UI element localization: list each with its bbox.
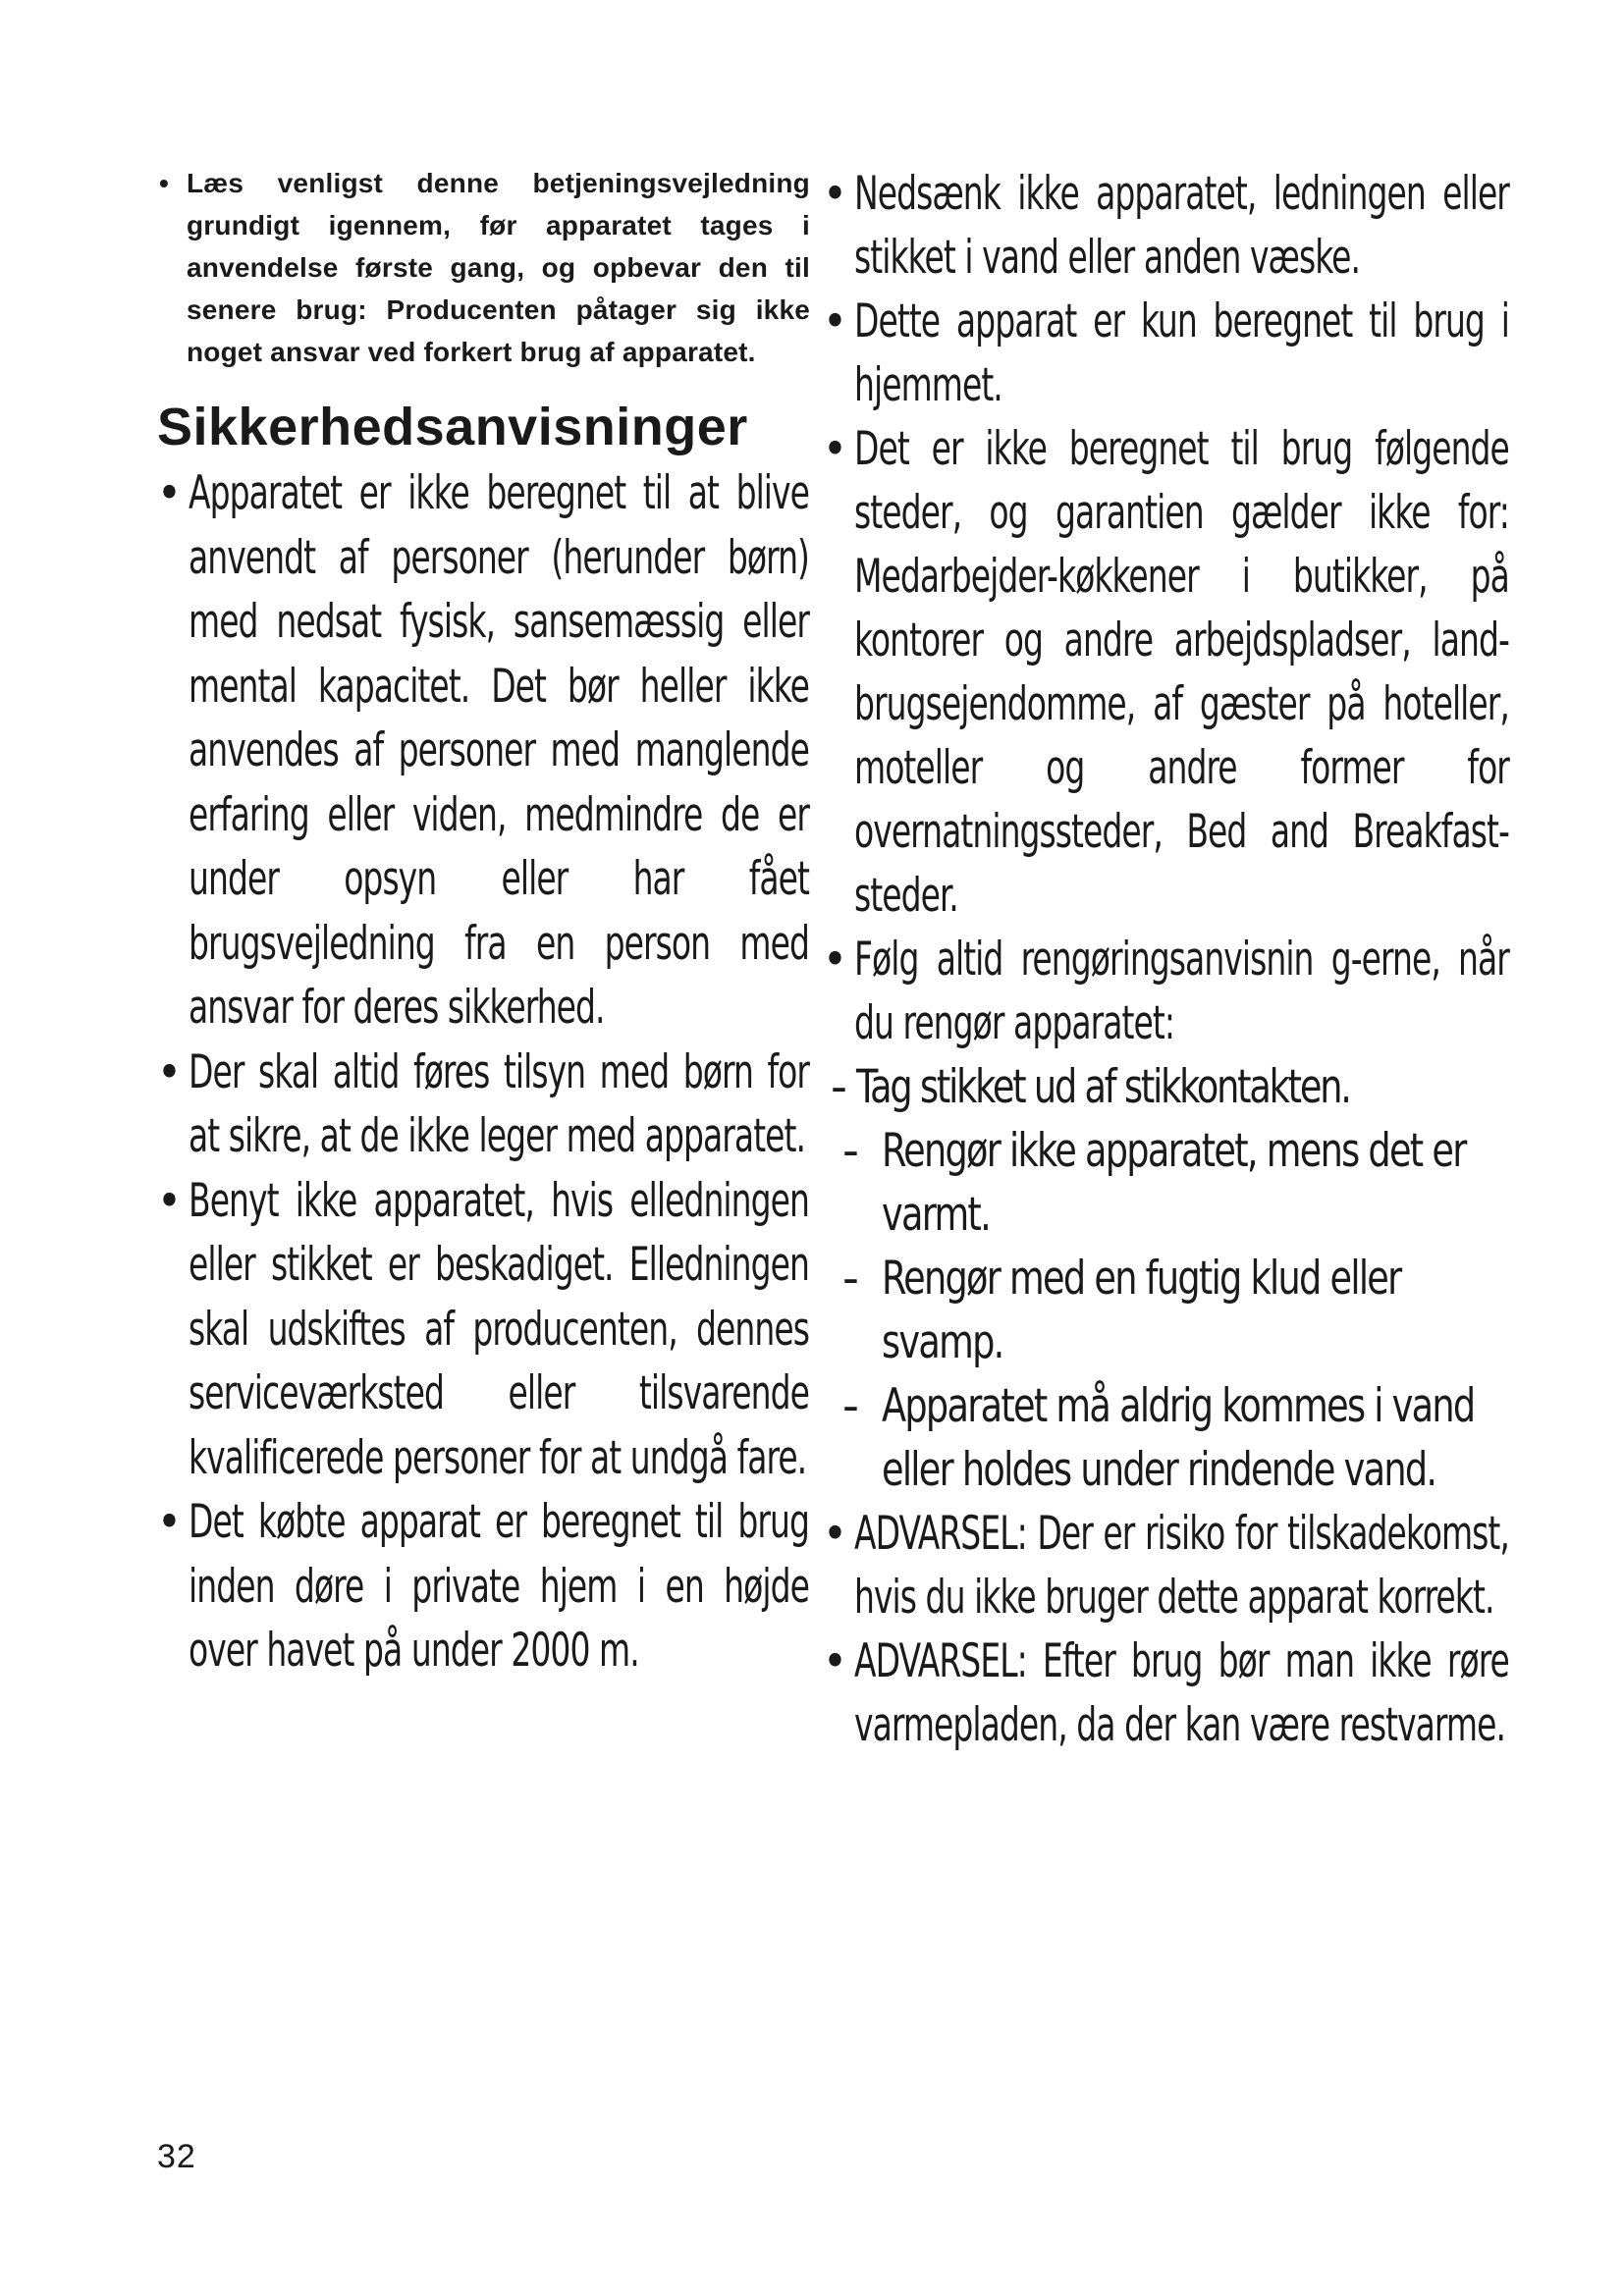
bullet: • [823, 167, 846, 221]
cleaning-step-text: Rengør ikke apparatet, mens det er varmt. [882, 1124, 1466, 1242]
right-column [823, 162, 1510, 1757]
warning-list [823, 1502, 1510, 1757]
safety-item [823, 290, 1510, 417]
safety-item-text: Der skal altid føres tilsyn med børn for at sikre, at de ikke leger med apparatet. [189, 1044, 809, 1163]
cleaning-steps [823, 1055, 1510, 1502]
bullet: • [823, 1507, 846, 1561]
warning-text: ADVARSEL: Der er risiko for tilskadekomst, hvis du ikke bruger dette apparat korrekt. [854, 1507, 1509, 1625]
bullet: • [823, 422, 846, 476]
safety-item-text: Det købte apparat er beregnet til brug inden døre i private hjem i en højde over havet på under 2000 m. [189, 1495, 809, 1678]
cleaning-step [823, 1055, 1510, 1119]
intro-paragraph [157, 162, 810, 373]
safety-item-text: Nedsænk ikke apparatet, ledningen eller stikket i vand eller anden væske. [854, 167, 1509, 285]
dash: - [842, 1124, 857, 1178]
safety-item-text: Følg altid rengøringsanvisnin g-erne, når du rengør apparatet: [854, 933, 1509, 1050]
warning-item [823, 1629, 1510, 1757]
cleaning-step-text: Rengør med en fugtig klud eller svamp. [882, 1252, 1401, 1369]
bullet: • [823, 933, 846, 987]
bullet: • [823, 294, 846, 348]
bullet: • [157, 1173, 181, 1228]
safety-item [823, 162, 1510, 290]
warning-text: ADVARSEL: Efter brug bør man ikke røre varmepladen, da der kan være restvarme. [854, 1634, 1509, 1752]
safety-item [823, 928, 1510, 1055]
intro-text: Læs venligst denne betjeningsvejledning grundigt igennem, før apparatet tages i anvendelse første gang, og opbevar den til senere brug: Producenten påtager sig ikke noget ansvar ved forkert brug af apparatet. [187, 168, 810, 367]
safety-item [157, 1041, 810, 1169]
safety-item-text: Benyt ikke apparatet, hvis elledningen eller stikket er beskadiget. Elledningen skal udskiftes af producenten, dennes serviceværksted eller tilsvarende kvalificerede personer for at undgå fare. [189, 1173, 809, 1485]
bullet: • [159, 168, 170, 198]
cleaning-step-text: Tag stikket ud af stikkontakten. [856, 1060, 1350, 1114]
warning-item [823, 1502, 1510, 1629]
page-number: 32 [157, 2138, 196, 2175]
safety-item-text: Det er ikke beregnet til brug følgende steder, og garantien gælder ikke for: Medarbejder-køkkener i butikker, på kontorer og andre arbejdspladser, land-brugsejendomme, af gæster på hoteller, moteller og andre former for overnatningssteder, Bed and Breakfast-steder. [854, 422, 1509, 923]
dash: - [842, 1252, 857, 1306]
dash: - [831, 1060, 845, 1114]
safety-item-text: Dette apparat er kun beregnet til brug i hjemmet. [854, 294, 1509, 412]
safety-item [157, 1490, 810, 1683]
bullet: • [157, 1044, 181, 1099]
safety-item-text: Apparatet er ikke beregnet til at blive anvendt af personer (herunder børn) med nedsat fysisk, sansemæssig eller mental kapacitet. Det bør heller ikke anvendes af personer med manglende erfaring eller viden, medmindre de er under opsyn eller har fået brugsvejledning fra en person med ansvar for deres sikkerhed. [189, 466, 809, 1035]
bullet: • [157, 466, 181, 520]
safety-item [157, 1169, 810, 1491]
left-column [157, 162, 810, 1683]
bullet: • [823, 1634, 846, 1688]
cleaning-step [823, 1247, 1510, 1374]
cleaning-step-text: Apparatet må aldrig kommes i vand eller holdes under rindende vand. [882, 1379, 1475, 1497]
safety-item [823, 417, 1510, 928]
dash: - [842, 1379, 857, 1433]
right-safety-list [823, 162, 1510, 1055]
left-safety-list [157, 461, 810, 1683]
cleaning-step [823, 1374, 1510, 1502]
bullet: • [157, 1495, 181, 1549]
cleaning-step [823, 1119, 1510, 1247]
safety-item [157, 461, 810, 1041]
section-heading: Sikkerhedsanvisninger [157, 398, 748, 456]
